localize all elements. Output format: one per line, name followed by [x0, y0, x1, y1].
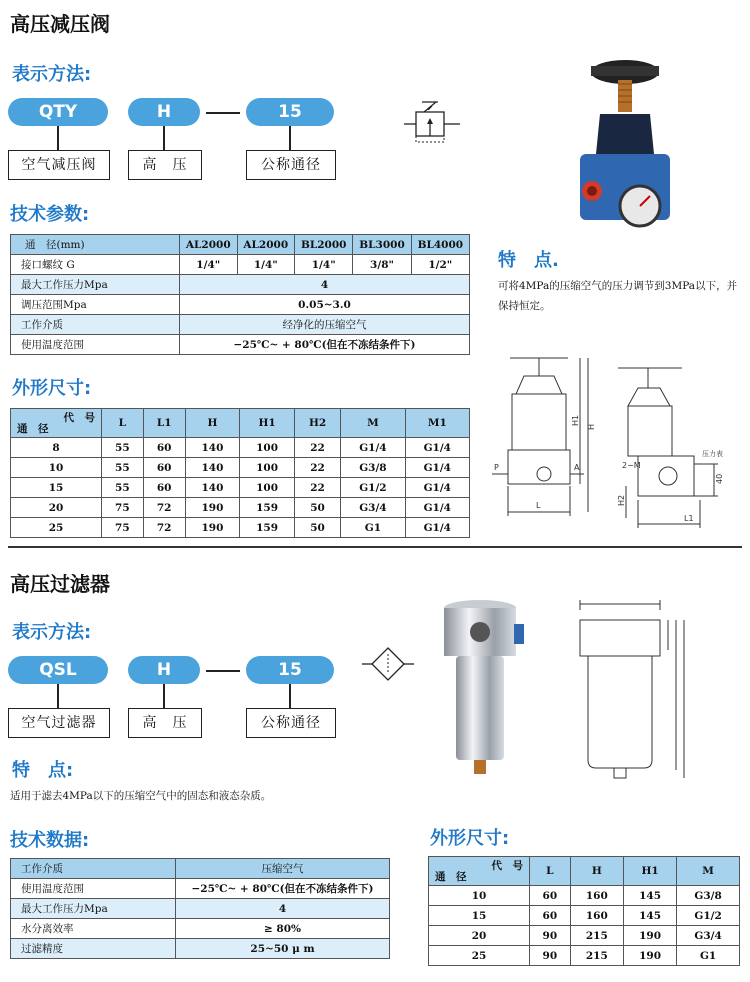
feature-text: 可将4MPa的压缩空气的压力调节到3MPa以下，并保持恒定。 [498, 280, 738, 312]
filter-drawing [556, 590, 696, 786]
regulator-photo [570, 56, 680, 236]
section1-title: 高压减压阀 [10, 12, 110, 36]
code-label-3: 公称通径 [246, 150, 336, 180]
code-label-1: 空气减压阀 [8, 150, 110, 180]
label-p: P [494, 463, 499, 472]
label-a: A [574, 463, 580, 472]
code-separator [206, 112, 240, 114]
filter-feature-text: 适用于滤去4MPa以下的压缩空气中的固态和液态杂质。 [10, 790, 272, 802]
label-h1: H1 [571, 414, 580, 426]
code-label-2: 高 压 [128, 150, 202, 180]
filter-feature-heading: 特 点: [12, 760, 74, 781]
label-h2: H2 [617, 494, 626, 506]
filter-code-h: H [128, 656, 200, 684]
feature-heading: 特 点. [498, 250, 559, 271]
section-divider [8, 546, 742, 548]
label-h: H [587, 423, 596, 430]
label-gauge: 压力表 [702, 450, 723, 458]
label-2m: 2−M [622, 461, 641, 470]
dimension-table: 代 号 通 径 L L1 H H1 H2 M M1 8 55 60 140 100 22 G1/4 G1/4 10 55 60 140 100 22 G3/8 G1/4 15 55 60 140 100 22 G1/2 G1/4 20 75 72 190 159 50 G3/4 G1/4 25 75 72 190 159 50 G1 G1/4 [10, 408, 470, 538]
label-l1: L1 [684, 514, 694, 523]
tech-params-heading: 技术参数: [10, 204, 90, 225]
regulator-drawing [488, 346, 738, 536]
model-code-h: H [128, 98, 200, 126]
filter-label-1: 空气过滤器 [8, 708, 110, 738]
dim-heading: 外形尺寸: [12, 378, 92, 399]
model-code-15: 15 [246, 98, 334, 126]
filter-symbol-icon [360, 646, 416, 682]
filter-photo [440, 596, 526, 778]
filter-notation-heading: 表示方法: [12, 622, 92, 643]
filter-corner-cell: 代 号 通 径 [429, 857, 530, 886]
model-code-qty: QTY [8, 98, 108, 126]
filter-dim-heading: 外形尺寸: [430, 828, 510, 849]
label-l: L [536, 501, 541, 510]
filter-code-15: 15 [246, 656, 334, 684]
notation-heading: 表示方法: [12, 64, 92, 85]
tech-params-table: 通 径(mm) AL2000 AL2000 BL2000 BL3000 BL4000 接口螺纹 G 1/4" 1/4" 1/4" 3/8" 1/2" 最大工作压力Mpa 4 调压范围Mpa 0.05~3.0 工作介质 经净化的压缩空气 使用温度范围 −25℃~ + 80℃(但在不冻结条件下) [10, 234, 470, 355]
filter-tech-table: 工作介质 压缩空气 使用温度范围 −25℃~ + 80℃(但在不冻结条件下) 最大工作压力Mpa 4 水分离效率 ≥ 80% 过滤精度 25~50 μ m [10, 858, 390, 959]
filter-label-2: 高 压 [128, 708, 202, 738]
section2-title: 高压过滤器 [10, 572, 110, 596]
regulator-symbol-icon [402, 100, 464, 144]
filter-label-3: 公称通径 [246, 708, 336, 738]
filter-tech-heading: 技术数据: [10, 830, 90, 851]
filter-code-qsl: QSL [8, 656, 108, 684]
filter-dimension-table: 代 号 通 径 L H H1 M 10 60 160 145 G3/8 15 60 160 145 G1/2 20 90 215 190 G3/4 25 90 215 190 G1 [428, 856, 740, 966]
corner-cell: 代 号 通 径 [11, 409, 102, 438]
label-40: 40 [715, 473, 724, 484]
